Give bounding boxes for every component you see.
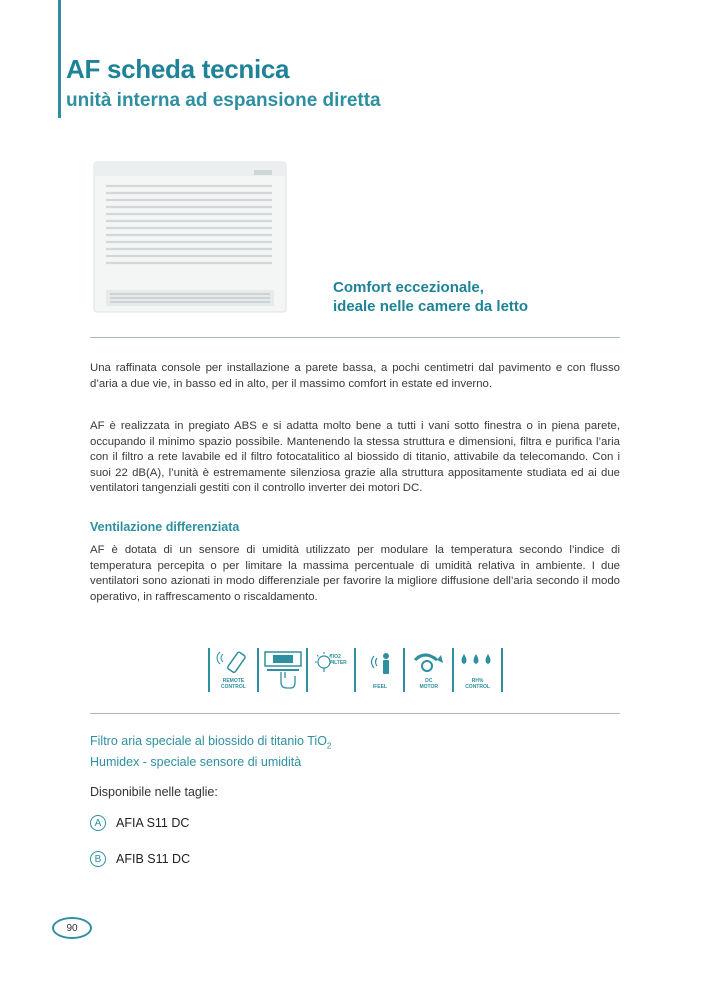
intro-paragraph: Una raffinata console per installazione a parete bassa, a pochi centimetri dal pavimento e con flusso d’aria a due vie, in basso ed in alto, per il massimo comfort in estate ed inverno. — [90, 362, 620, 390]
ifeel-icon — [360, 650, 400, 678]
feature-label: FILTER — [329, 660, 347, 666]
product-image-console-unit — [92, 160, 288, 316]
header-accent-bar — [58, 0, 61, 118]
feature-filter-subscript: 2 — [326, 741, 332, 751]
description-paragraph: AF è realizzata in pregiato ABS e si adatta molto bene a tutti i vani sotto finestra o in piena parete, occupando il minimo spazio possibile. Mantenendo la stessa struttura e dimensioni, filtra e purifica l’aria con il filtro a rete lavabile ed il filtro fotocatalitico al biossido di titanio, attivabile da telecomando. Con i suoi 22 dB(A), l’unità è estremamente silenziosa grazie alla struttura appositamente studiata ed ai due ventilatori tangenziali gestiti con il controllo inverter dei motori DC. — [90, 420, 620, 495]
availability-label: Disponibile nelle taglie: — [90, 785, 218, 799]
feature-ifeel — [354, 648, 403, 692]
feature-label: CONTROL — [465, 684, 490, 690]
section-heading-ventilation: Ventilazione differenziata — [90, 520, 240, 534]
display-touch-icon — [263, 650, 303, 690]
feature-rh-control — [452, 648, 503, 692]
feature-label: MOTOR — [419, 684, 438, 690]
feature-remote-control — [208, 648, 257, 692]
feature-label: CONTROL — [221, 684, 246, 690]
size-item-a — [90, 815, 189, 831]
size-item-b — [90, 851, 190, 867]
feature-filter-tio2 — [90, 734, 331, 751]
feature-label: RH% — [471, 678, 484, 684]
feature-label: DC — [425, 678, 433, 684]
divider — [90, 713, 620, 714]
tagline-line-2: ideale nelle camere da letto — [333, 298, 529, 315]
feature-label: REMOTE — [222, 678, 245, 684]
feature-dc-motor — [403, 648, 452, 692]
size-badge: A — [90, 815, 106, 831]
page-number: 90 — [66, 923, 78, 934]
feature-humidex: Humidex - speciale sensore di umidità — [90, 755, 302, 769]
feature-tio2-filter — [306, 648, 355, 692]
tagline-line-1: Comfort eccezionale, — [333, 279, 484, 296]
tagline — [333, 278, 528, 316]
page-title: AF scheda tecnica — [66, 54, 290, 84]
size-name: AFIB S11 DC — [116, 852, 191, 866]
dc-motor-icon — [409, 650, 449, 678]
remote-control-icon — [214, 650, 254, 678]
size-badge: B — [90, 851, 106, 867]
divider — [90, 337, 620, 338]
feature-icons-strip — [208, 648, 503, 694]
feature-display — [257, 648, 306, 692]
feature-label: IFEEL — [372, 684, 387, 690]
rh-control-icon — [458, 650, 498, 678]
page-number-badge — [52, 917, 92, 939]
page-subtitle: unità interna ad espansione diretta — [66, 90, 381, 111]
feature-label: TIO2 — [329, 654, 341, 660]
ventilation-paragraph: AF è dotata di un sensore di umidità utilizzato per modulare la temperatura secondo l’indice di temperatura percepita o per limitare la massima percentuale di umidità relativa in ambiente. I due ventilatori sono azionati in modo differenziale per favorire la migliore diffusione dell’aria secondo il modo operativo, in raffrescamento o riscaldamento. — [90, 544, 620, 603]
size-name: AFIA S11 DC — [116, 816, 190, 830]
feature-filter-text: Filtro aria speciale al biossido di titanio TiO — [90, 734, 327, 748]
